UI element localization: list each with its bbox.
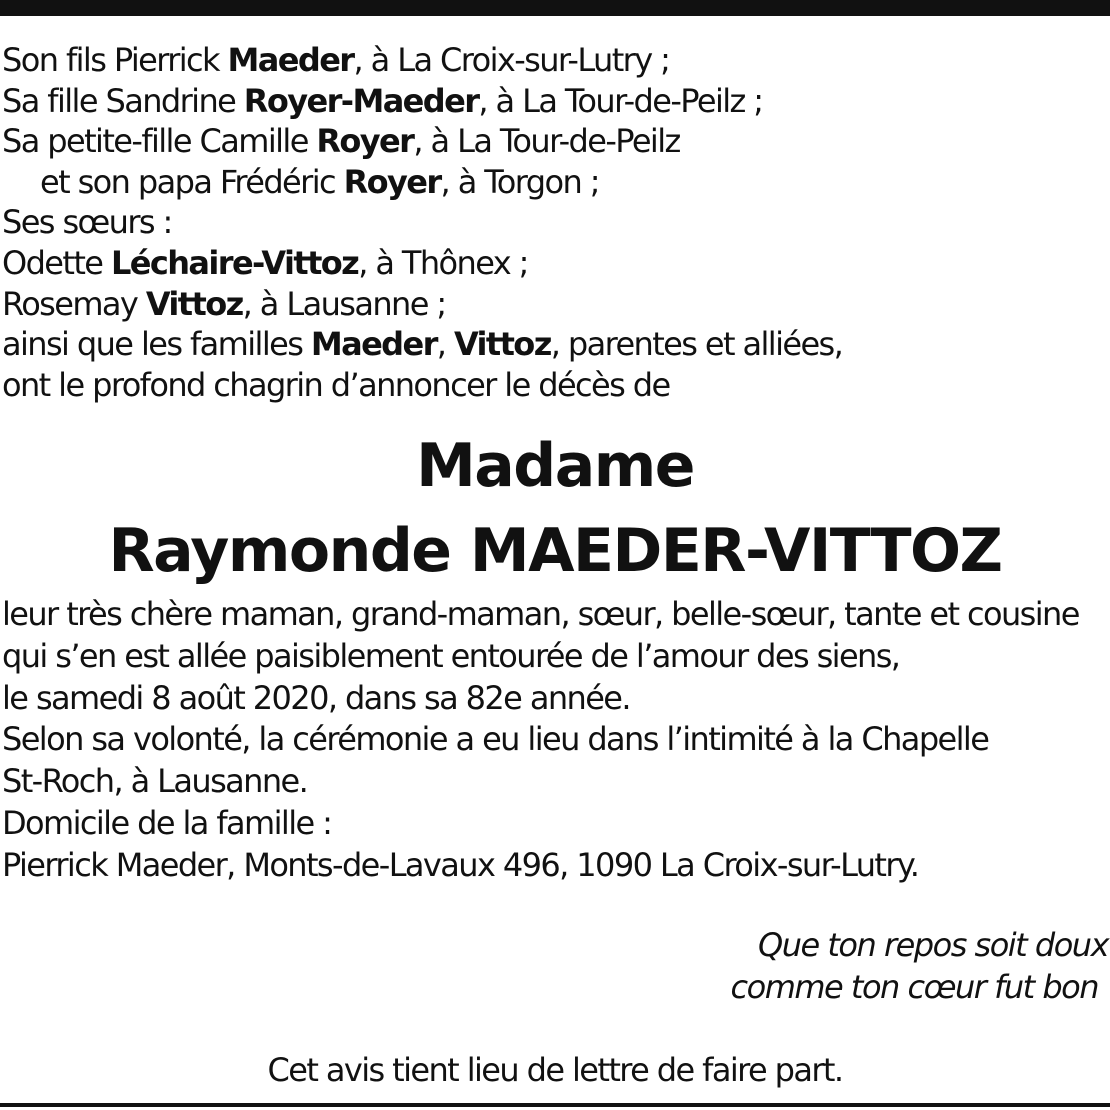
family-surname: Vittoz [453, 325, 551, 364]
family-surname: Maeder [310, 325, 437, 364]
family-line-text: et son papa Frédéric [40, 162, 344, 201]
family-line-father [2, 162, 1107, 203]
family-line-place: , à Thônex ; [358, 243, 528, 282]
family-line-text: Sa petite-fille Camille [2, 122, 317, 161]
deceased-title: Madame [416, 431, 694, 501]
family-line-place: , à La Croix-sur-Lutry ; [353, 41, 670, 79]
family-surname: Royer [316, 122, 414, 161]
family-line-text: ont le profond chagrin d’annoncer le décès de [2, 365, 670, 404]
top-border-rule [0, 0, 1110, 16]
bottom-border-rule [0, 1103, 1110, 1107]
quote-line: Que ton repos soit doux [758, 926, 1108, 964]
family-line-place: , à La Tour-de-Peilz ; [478, 81, 763, 120]
family-line-text: ainsi que les familles [2, 325, 311, 364]
family-line-separator: , [436, 325, 454, 364]
family-line-text: Sa fille Sandrine [2, 81, 244, 120]
family-surname: Léchaire-Vittoz [110, 243, 359, 282]
body-line: St-Roch, à Lausanne. [2, 762, 308, 801]
family-line-text: Ses sœurs : [2, 203, 172, 242]
body-line: Domicile de la famille : [2, 803, 332, 842]
family-line-place: , à La Tour-de-Peilz [413, 122, 680, 161]
body-line: le samedi 8 août 2020, dans sa 82e année. [2, 678, 630, 717]
family-surname: Royer-Maeder [243, 81, 479, 120]
family-line-announcement [2, 365, 1107, 406]
family-surname: Vittoz [145, 284, 243, 323]
family-line-granddaughter [2, 121, 1107, 162]
quote-line: comme ton cœur fut bon [730, 968, 1098, 1006]
body-line: Pierrick Maeder, Monts-de-Lavaux 496, 1090 La Croix-sur-Lutry. [2, 845, 919, 884]
family-line-text: , parentes et alliées, [550, 325, 843, 364]
deceased-name-block [0, 424, 1110, 594]
family-list [2, 40, 1107, 405]
family-surname: Royer [343, 162, 441, 201]
family-line-text: Rosemay [2, 284, 146, 323]
epitaph-quote [731, 924, 1108, 1008]
family-line-sister-odette [2, 243, 1107, 284]
family-line-son [2, 40, 1107, 81]
body-line: qui s’en est allée paisiblement entourée de l’amour des siens, [2, 636, 900, 675]
family-line-place: , à Lausanne ; [242, 284, 446, 323]
family-line-families [2, 324, 1107, 365]
family-line-text: Son fils Pierrick [2, 41, 228, 79]
family-line-text: Odette [2, 243, 111, 282]
family-line-place: , à Torgon ; [440, 162, 599, 201]
footer-note: Cet avis tient lieu de lettre de faire part. [267, 1051, 843, 1089]
deceased-name: Raymonde MAEDER-VITTOZ [108, 516, 1002, 586]
family-line-sister-rosemay [2, 284, 1107, 325]
family-line-sisters-heading [2, 202, 1107, 243]
family-surname: Maeder [227, 41, 354, 79]
family-line-daughter [2, 81, 1107, 122]
body-line: Selon sa volonté, la cérémonie a eu lieu dans l’intimité à la Chapelle [2, 720, 989, 759]
notice-body [2, 594, 1108, 887]
body-line: leur très chère maman, grand-maman, sœur, belle-sœur, tante et cousine [2, 595, 1079, 633]
